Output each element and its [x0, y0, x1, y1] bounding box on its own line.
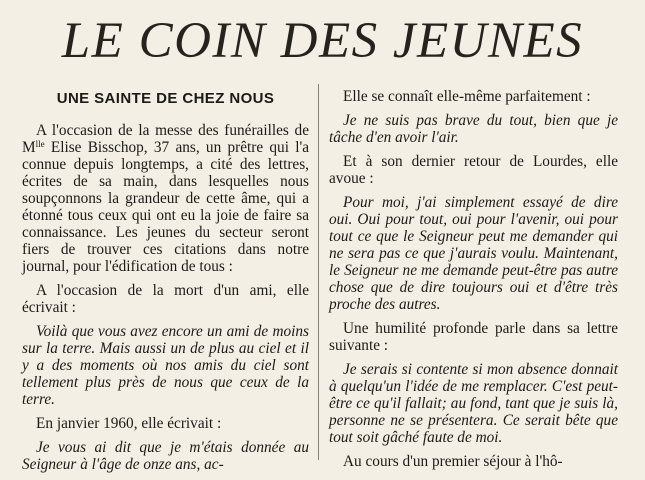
intro-text-end: Elise Bisschop, 37 ans, un prêtre qui l'a connue depuis longtemps, a cité des lettres, écrites de sa main, dans lesquelles nous soupçonnons la grandeur de cette âme, qui a étonné tous ceux qui ont eu la joie de faire sa connaissance. Les jeunes du secteur seront fiers de trouver ces citations dans notre journal, pour l'édification de tous : — [22, 139, 309, 275]
paragraph-knows-herself: Elle se connaît elle-même parfaitement : — [343, 88, 591, 105]
intro-text-start: A l'occasion de la messe des funérailles de M — [22, 122, 309, 156]
quote-lourdes: Pour moi, j'ai simplement essayé de dire oui. Oui pour tout, oui pour l'avenir, oui pour tout ce que le Seigneur peut me demander qui ne sera pas ce que j'aurais voulu. Maintenant, le Seigneur ne me demande peut-être pas autre chose que de dire toujours oui et d'être très proche des autres. — [329, 194, 618, 313]
intro-title-superscript: lle — [35, 139, 45, 149]
quote-humility: Je serais si contente si mon absence donnait à quelqu'un l'idée de me remplacer. C'est peut-être ce qu'il fallait; au fond, tant que je suis là, personne ne se présentera. Ce serait bête que tout soit gâché faute de moi. — [329, 361, 618, 446]
article-heading: UNE SAINTE DE CHEZ NOUS — [56, 90, 275, 107]
masthead — [0, 6, 645, 76]
quote-friend: Voilà que vous avez encore un ami de moins sur la terre. Mais aussi un de plus au ciel et il y a des moments où nos amis du ciel sont tellement plus près de nous que ceux de la terre. — [22, 323, 309, 408]
intro-paragraph — [22, 122, 309, 275]
page-title: LE COIN DES JEUNES — [61, 13, 584, 69]
paragraph-lourdes: Et à son dernier retour de Lourdes, elle avoue : — [329, 153, 618, 187]
paragraph-first-stay: Au cours d'un premier séjour à l'hô- — [343, 453, 563, 470]
paragraph-january-1960: En janvier 1960, elle écrivait : — [36, 415, 222, 432]
paragraph-friend-death: A l'occasion de la mort d'un ami, elle écrivait : — [22, 282, 309, 316]
quote-not-brave: Je ne suis pas brave du tout, bien que je tâche d'en avoir l'air. — [329, 112, 618, 146]
paragraph-humility: Une humilité profonde parle dans sa lettre suivante : — [329, 320, 618, 354]
quote-january-1960: Je vous ai dit que je m'étais donnée au Seigneur à l'âge de onze ans, ac- — [22, 439, 309, 473]
right-column — [329, 84, 618, 477]
column-divider — [318, 84, 319, 460]
left-column — [22, 84, 309, 480]
